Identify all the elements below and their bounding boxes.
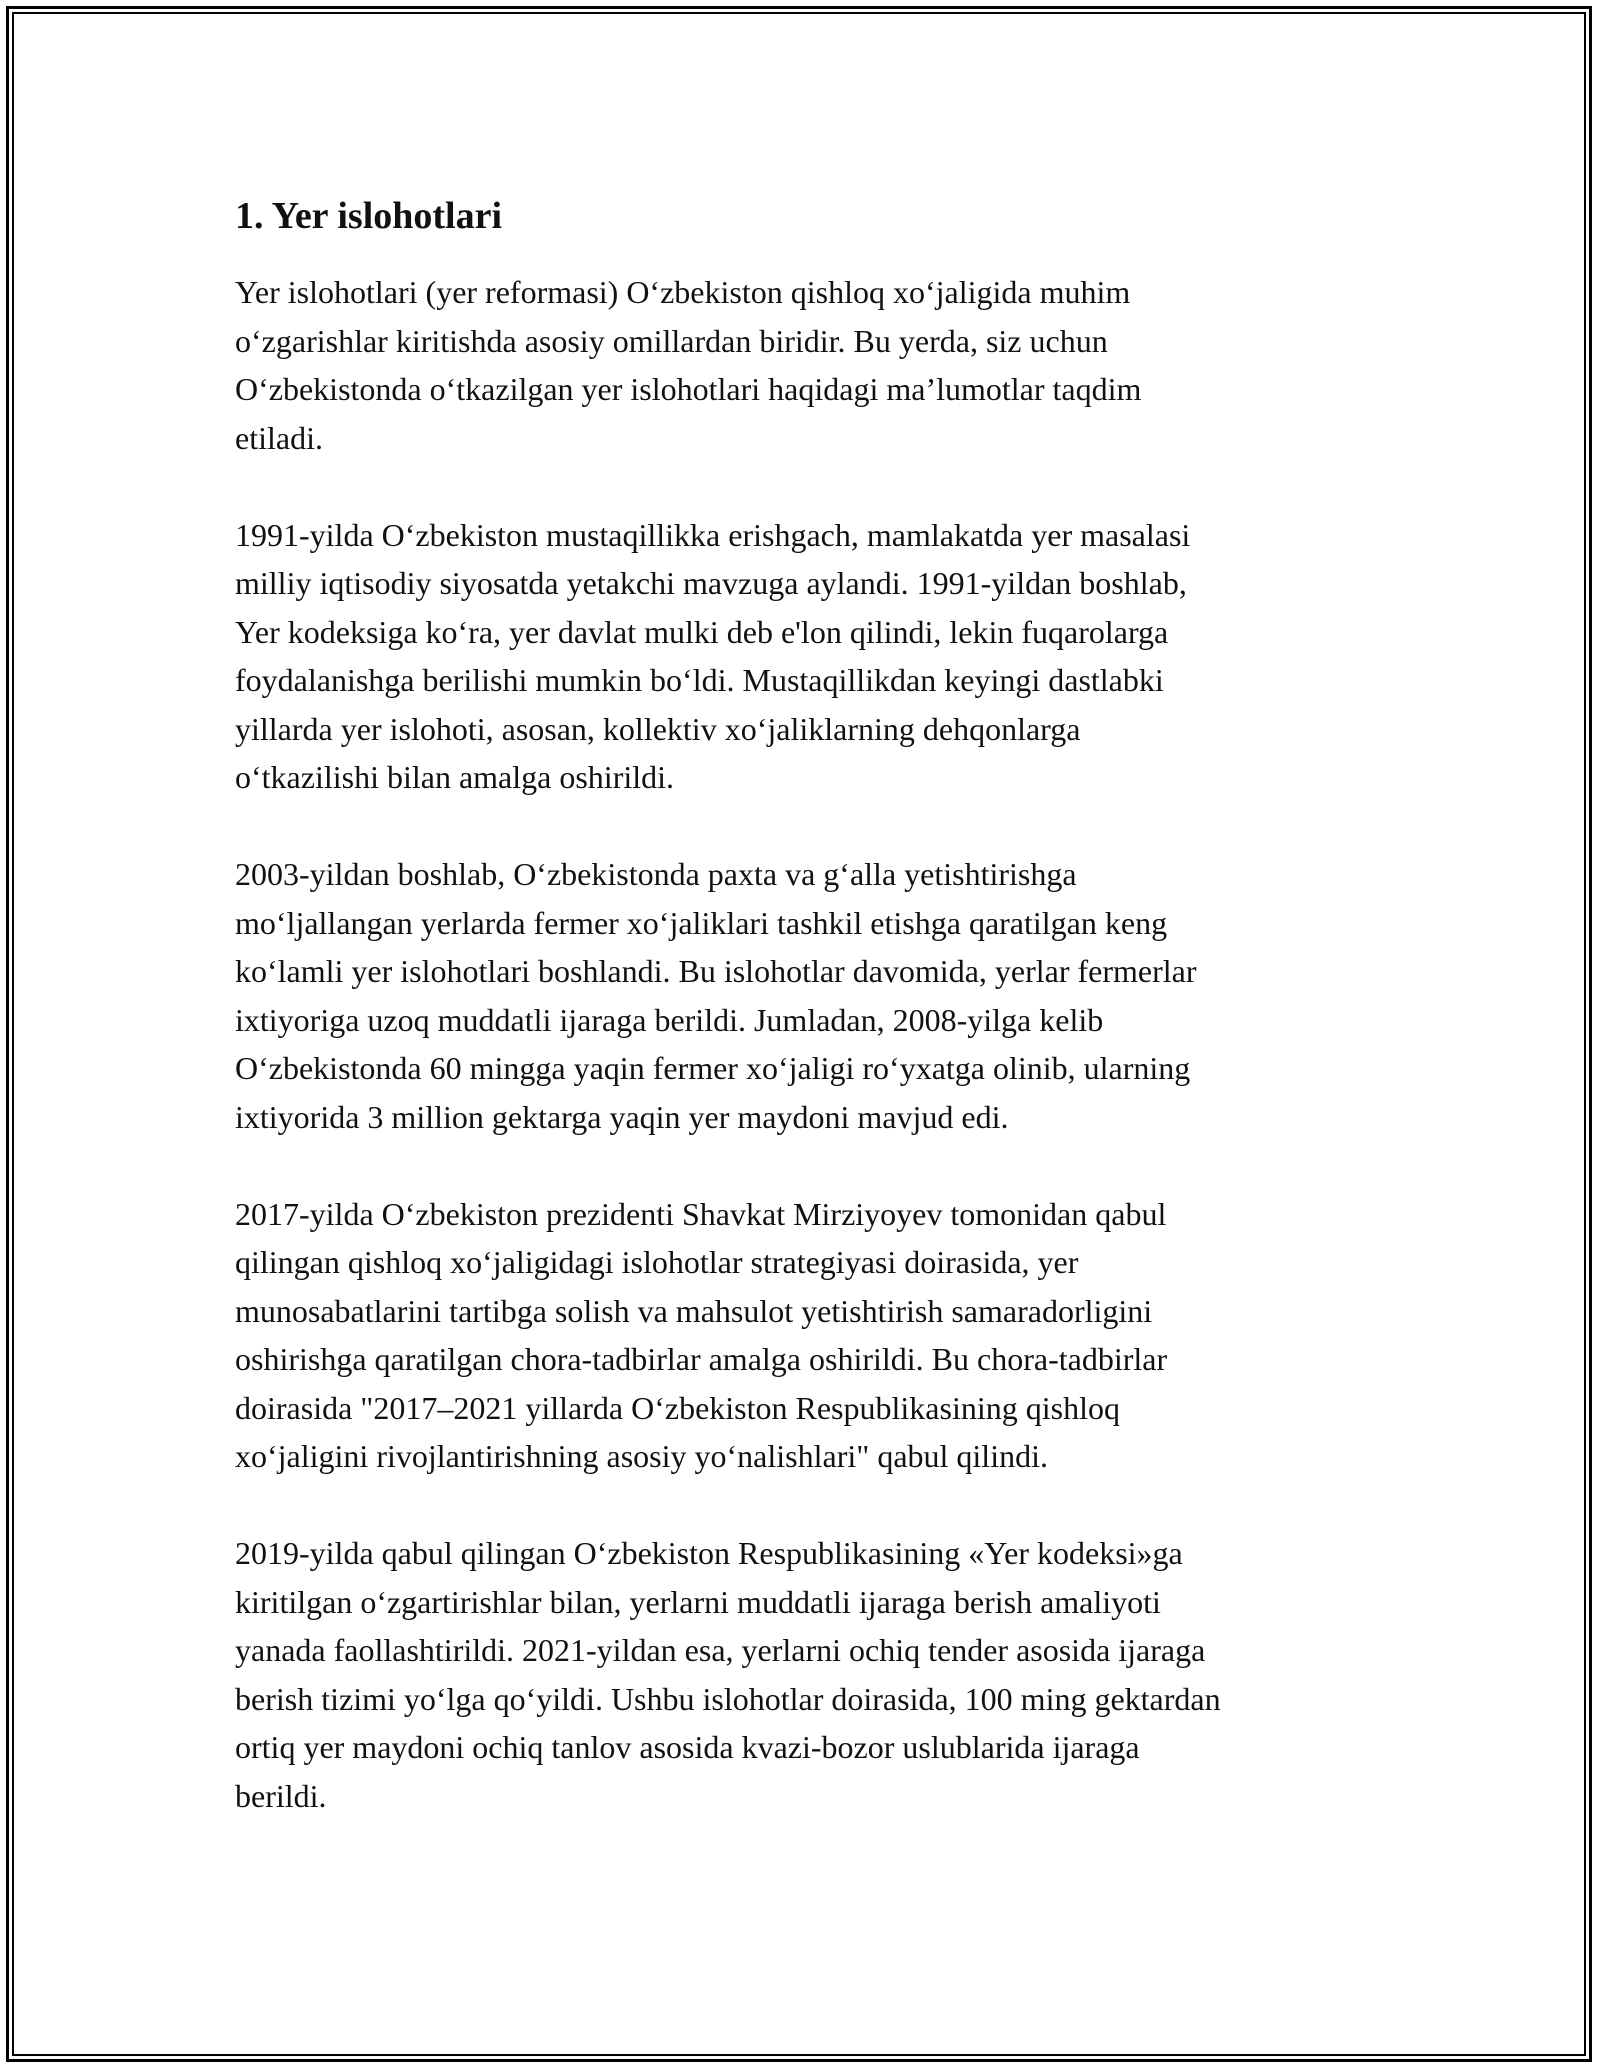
text-line: ixtiyoriga uzoq muddatli ijaraga berildi. Jumladan, 2008-yilga kelib (235, 1001, 1104, 1038)
text-line: qilingan qishloq xo‘jaligidagi islohotlar strategiyasi doirasida, yer (235, 1244, 1079, 1280)
text-line: ortiq yer maydoni ochiq tanlov asosida kvazi-bozor uslublarida ijaraga (235, 1729, 1140, 1765)
text-line: 2017-yilda O‘zbekiston prezidenti Shavkat Mirziyoyev tomonidan qabul (235, 1195, 1167, 1232)
section-heading: 1. Yer islohotlari (235, 195, 503, 237)
text-line: oshirishga qaratilgan chora-tadbirlar amalga oshirildi. Bu chora-tadbirlar (235, 1341, 1168, 1377)
text-line: O‘zbekistonda 60 mingga yaqin fermer xo‘jaligi ro‘yxatga olinib, ularning (235, 1050, 1191, 1086)
text-line: foydalanishga berilishi mumkin bo‘ldi. Mustaqillikdan keyingi dastlabki (235, 662, 1164, 698)
text-line: etiladi. (235, 419, 323, 456)
text-line: berish tizimi yo‘lga qo‘yildi. Ushbu islohotlar doirasida, 100 ming gektardan (235, 1680, 1221, 1717)
text-line: ko‘lamli yer islohotlari boshlandi. Bu islohotlar davomida, yerlar fermerlar (235, 953, 1197, 989)
text-line: o‘zgarishlar kiritishda asosiy omillardan biridir. Bu yerda, siz uchun (235, 322, 1108, 359)
document-body (235, 180, 1385, 1869)
text-line: milliy iqtisodiy siyosatda yetakchi mavzuga aylandi. 1991-yildan boshlab, (235, 565, 1187, 601)
paragraph-intro (235, 268, 1385, 462)
text-line: doirasida "2017–2021 yillarda O‘zbekiston Respublikasining qishloq (235, 1389, 1120, 1426)
paragraph-2017 (235, 1190, 1385, 1481)
text-line: 2003-yildan boshlab, O‘zbekistonda paxta va g‘alla yetishtirishga (235, 856, 1077, 892)
text-line: ixtiyorida 3 million gektarga yaqin yer maydoni mavjud edi. (235, 1098, 1009, 1135)
paragraph-2019 (235, 1529, 1385, 1820)
paragraph-1991 (235, 511, 1385, 802)
text-line: yanada faollashtirildi. 2021-yildan esa, yerlarni ochiq tender asosida ijaraga (235, 1632, 1206, 1668)
text-line: Yer islohotlari (yer reformasi) O‘zbekiston qishloq xo‘jaligida muhim (235, 274, 1131, 310)
text-line: 1991-yilda O‘zbekiston mustaqillikka erishgach, mamlakatda yer masalasi (235, 516, 1191, 553)
text-line: yillarda yer islohoti, asosan, kollektiv xo‘jaliklarning dehqonlarga (235, 710, 1081, 747)
text-line: munosabatlarini tartibga solish va mahsulot yetishtirish samaradorligini (235, 1292, 1153, 1329)
text-line: O‘zbekistonda o‘tkazilgan yer islohotlari haqidagi ma’lumotlar taqdim (235, 371, 1142, 407)
text-line: mo‘ljallangan yerlarda fermer xo‘jaliklari tashkil etishga qaratilgan keng (235, 904, 1168, 941)
text-line: o‘tkazilishi bilan amalga oshirildi. (235, 759, 675, 795)
text-line: berildi. (235, 1777, 327, 1814)
text-line: 2019-yilda qabul qilingan O‘zbekiston Respublikasining «Yer kodeksi»ga (235, 1535, 1183, 1571)
text-line: kiritilgan o‘zgartirishlar bilan, yerlarni muddatli ijaraga berish amaliyoti (235, 1583, 1161, 1620)
text-line: xo‘jaligini rivojlantirishning asosiy yo‘nalishlari" qabul qilindi. (235, 1438, 1048, 1474)
paragraph-2003 (235, 850, 1385, 1141)
text-line: Yer kodeksiga ko‘ra, yer davlat mulki deb e'lon qilindi, lekin fuqarolarga (235, 613, 1169, 650)
